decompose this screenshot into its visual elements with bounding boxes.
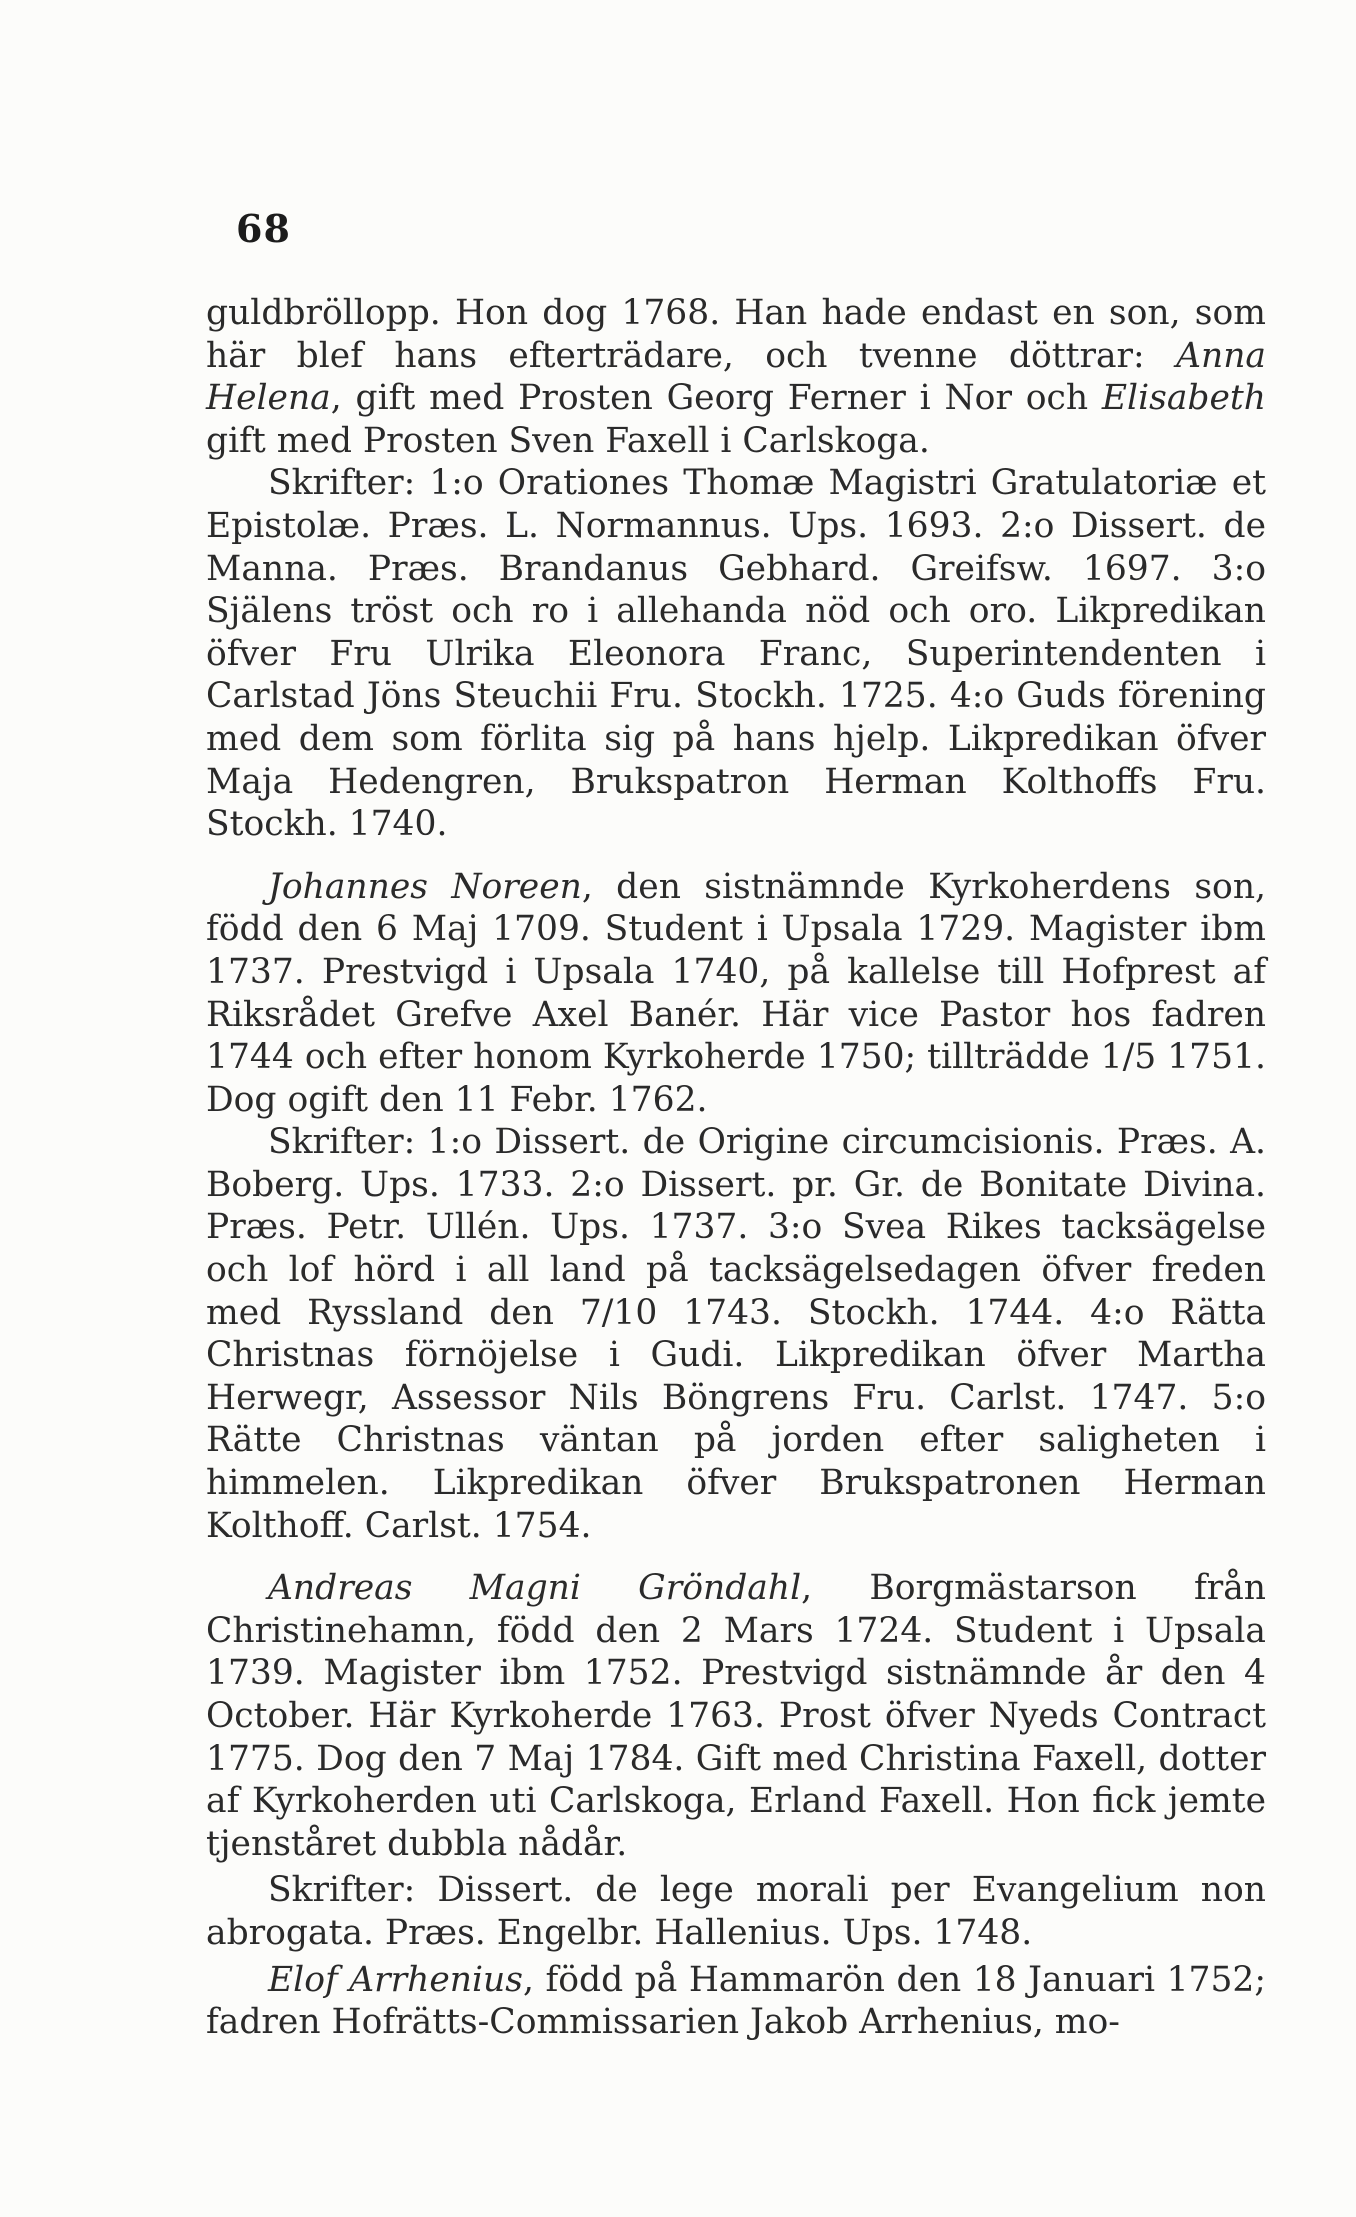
paragraph — [206, 866, 1266, 1122]
text-run: Skrifter: Dissert. de lege morali per Evangelium non abrogata. Præs. Engelbr. Hallenius. Ups. 1748. — [206, 1870, 1266, 1953]
person-name: Anna Helena — [206, 335, 1266, 419]
text-run: Skrifter: 1:o Dissert. de Origine circumcisionis. Præs. A. Boberg. Ups. 1733. 2:o Dissert. pr. Gr. de Bonitate Divina. Præs. Petr. Ullén. Ups. 1737. 3:o Svea Rikes tacksägelse och lof hörd i all land på tacksägelsedagen öfver freden med Ryssland den 7/10 1743. Stockh. 1744. 4:o Rätta Christnas förnöjelse i Gudi. Likpredikan öfver Martha Herwegr, Assessor Nils Böngrens Fru. Carlst. 1747. 5:o Rätte Christnas väntan på jorden efter saligheten i himmelen. Likpredikan öfver Brukspatronen Herman Kolthoff. Carlst. 1754. — [206, 1122, 1266, 1546]
text-run: , Borgmästarson från Christinehamn, född den 2 Mars 1724. Student i Upsala 1739. Magister ibm 1752. Prestvigd sistnämnde år den 4 October. Här Kyrkoherde 1763. Prost öfver Nyeds Contract 1775. Dog den 7 Maj 1784. Gift med Christina Faxell, dotter af Kyrkoherden uti Carlskoga, Erland Faxell. Hon fick jemte tjenståret dubbla nådår. — [206, 1568, 1266, 1864]
person-name: Andreas Magni Gröndahl — [268, 1568, 802, 1609]
paragraph — [206, 1567, 1266, 1865]
paragraph — [206, 462, 1266, 845]
paragraph — [206, 1959, 1266, 2044]
person-name: Elof Arrhenius — [268, 1959, 523, 2000]
paragraph — [206, 1869, 1266, 1954]
text-run: , gift med Prosten Georg Ferner i Nor och — [330, 378, 1102, 419]
text-run: , född på Hammarön den 18 Januari 1752; fadren Hofrätts-Commissarien Jakob Arrhenius, mo- — [206, 1959, 1266, 2043]
text-run: gift med Prosten Sven Faxell i Carlskoga. — [206, 420, 930, 461]
text-run: guldbröllopp. Hon dog 1768. Han hade endast en son, som här blef hans efterträdare, och tvenne döttrar: — [206, 293, 1266, 376]
person-name: Johannes Noreen — [268, 866, 582, 907]
page-number: 68 — [236, 206, 291, 251]
paragraph — [206, 1121, 1266, 1547]
person-name: Elisabeth — [1101, 378, 1266, 419]
text-run: , den sistnämnde Kyrkoherdens son, född den 6 Maj 1709. Student i Upsala 1729. Magister ibm 1737. Prestvigd i Upsala 1740, på kallelse till Hofprest af Riksrådet Grefve Axel Banér. Här vice Pastor hos fadren 1744 och efter honom Kyrkoherde 1750; tillträdde 1/5 1751. Dog ogift den 11 Febr. 1762. — [206, 866, 1267, 1120]
paragraph — [206, 292, 1266, 462]
body-text — [206, 292, 1266, 2044]
text-run: Skrifter: 1:o Orationes Thomæ Magistri Gratulatoriæ et Epistolæ. Præs. L. Normannus. Ups. 1693. 2:o Dissert. de Manna. Præs. Brandanus Gebhard. Greifsw. 1697. 3:o Själens tröst och ro i allehanda nöd och oro. Likpredikan öfver Fru Ulrika Eleonora Franc, Superintendenten i Carlstad Jöns Steuchii Fru. Stockh. 1725. 4:o Guds förening med dem som förlita sig på hans hjelp. Likpredikan öfver Maja Hedengren, Brukspatron Herman Kolthoffs Fru. Stockh. 1740. — [206, 463, 1266, 845]
